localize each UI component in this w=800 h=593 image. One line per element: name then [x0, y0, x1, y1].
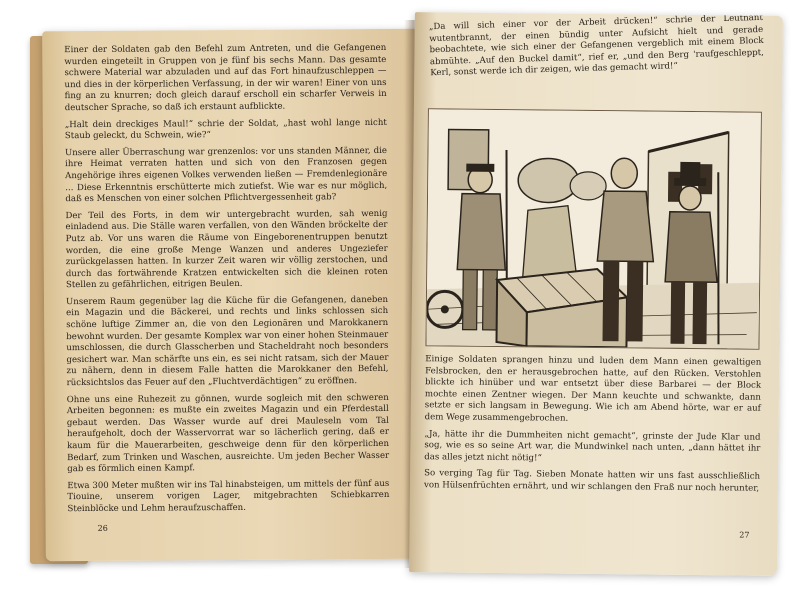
paragraph: Etwa 300 Meter mußten wir ins Tal hinabsteigen, um mittels der fünf aus Tiouine, unserem vorigen Lager, mitgebrachten Schiebkarren Steinblöcke und Lehm heraufzuschaffen.: [67, 478, 390, 515]
paragraph: So verging Tag für Tag. Sieben Monate hatten wir uns fast ausschließlich von Hülsenfrüchten ernährt, und wir schlangen den Fraß nur noch herunter,: [423, 468, 761, 494]
paragraph: „Halt dein dreckiges Maul!“ schrie der Soldat, „hast wohl lange nicht Staub geleckt, du Schwein, wie?“: [64, 117, 387, 142]
paragraph: Unsere aller Überraschung war grenzenlos: vor uns standen Männer, die ihre Heimat verraten hatten und sich von den Franzosen gegen Angehörige ihres eigenen Volkes verwenden ließen — Fremdenlegionäre ... Diese Erkenntnis erschütterte mich zutiefst. Wie war es nur möglich, daß es Menschen von einer solchen Pflichtvergessenheit gab?: [64, 145, 388, 205]
left-page: [42, 29, 420, 562]
paragraph: „Ja, hätte ihr die Dummheiten nicht gemacht“, grinste der Jude Klar und sog, wie es so seine Art war, die Mundwinkel nach unten, „dann hättet ihr das alles jetzt nicht nötig!“: [424, 428, 761, 464]
paragraph: Einer der Soldaten gab den Befehl zum Antreten, und die Gefangenen wurden eingeteilt in Gruppen von je fünf bis sechs Mann. Das gesamte schwere Material war abzuladen und auf das Fort hinaufzuschleppen — und dies in der körperlichen Verfassung, in der wir waren! Einer von uns fing an zu knurren; doch gleich darauf erscholl ein scharfer Verweis in deutscher Sprache, so daß ich erstaunt aufblickte.: [64, 42, 387, 114]
right-page-top-text: [429, 13, 765, 85]
page-number-right: 27: [739, 530, 750, 540]
paragraph: Der Teil des Forts, in dem wir untergebracht wurden, sah wenig einladend aus. Die Ställe waren verfallen, von den Wänden bröckelte der Putz ab. Vor uns waren die Räume von Eingeborenentruppen benutzt worden, die eine große Menge Wanzen und anderes Ungeziefer zurückgelassen hatten. In kurzer Zeit waren wir völlig zerstochen, und durch das fortwährende Kratzen entwickelten sich die kleinen roten Stellen zu gefährlichen, eitrigen Beulen.: [65, 208, 388, 291]
right-page: [409, 12, 783, 576]
paragraph: „Da will sich einer vor der Arbeit drücken!“ schrie der Leutnant wutentbrannt, der einen bündig unter Aufsicht hielt und gerade beobachtete, wie sich einer der Gefangenen vergeblich mit einem Block abmühte. „Auf den Buckel damit“, rief er, „und den Berg 'raufgeschleppt, Kerl, sonst werde ich dir zeigen, wie das gemacht wird!“: [428, 12, 764, 79]
left-page-text: [64, 43, 389, 521]
illustration-soldiers: [425, 108, 761, 349]
paragraph: Einige Soldaten sprangen hinzu und luden dem Mann einen gewaltigen Felsbrocken, den er herausgebrochen hatte, auf den Rücken. Verstohlen blickte ich hinüber und war entsetzt über diese Barbarei — der Block mochte einen Zentner wiegen. Der Mann keuchte und schwankte, dann setzte er sich langsam in Bewegung. Wie ich am Abend hörte, war er auf dem Wege zusammengebrochen.: [424, 354, 762, 424]
right-page-text: [424, 354, 761, 500]
page-number-left: 26: [97, 523, 108, 533]
paragraph: Unserem Raum gegenüber lag die Küche für die Gefangenen, daneben ein Magazin und die Bäckerei, und rechts und links schlossen sich schöne luftige Zimmer an, die von den Legionären und Marokkanern bewohnt wurden. Der gesamte Komplex war von einer hohen Steinmauer umschlossen, die durch Glasscherben und Stacheldraht noch besonders gesichert war. Man schärfte uns ein, es sei nicht ratsam, sich der Mauer zu nähern, denn in diesem Falle hatten die Marokkaner den Befehl, rücksichtslos das Feuer auf den „Fluchtverdächtigen“ zu eröffnen.: [66, 294, 389, 389]
paragraph: Ohne uns eine Ruhezeit zu gönnen, wurde sogleich mit den schweren Arbeiten begonnen: es mußte ein zweites Magazin und ein Pferdestall gebaut werden. Das Wasser wurde auf drei Mauleseln vom Tal heraufgeholt, doch der Wasservorrat war so lächerlich gering, daß er kaum für die Mauerarbeiten, geschweige denn für den körperlichen Bedarf, zum Trinken und Waschen, ausreichte. Um jeden Becher Wasser gab es förmlich einen Kampf.: [66, 392, 390, 475]
